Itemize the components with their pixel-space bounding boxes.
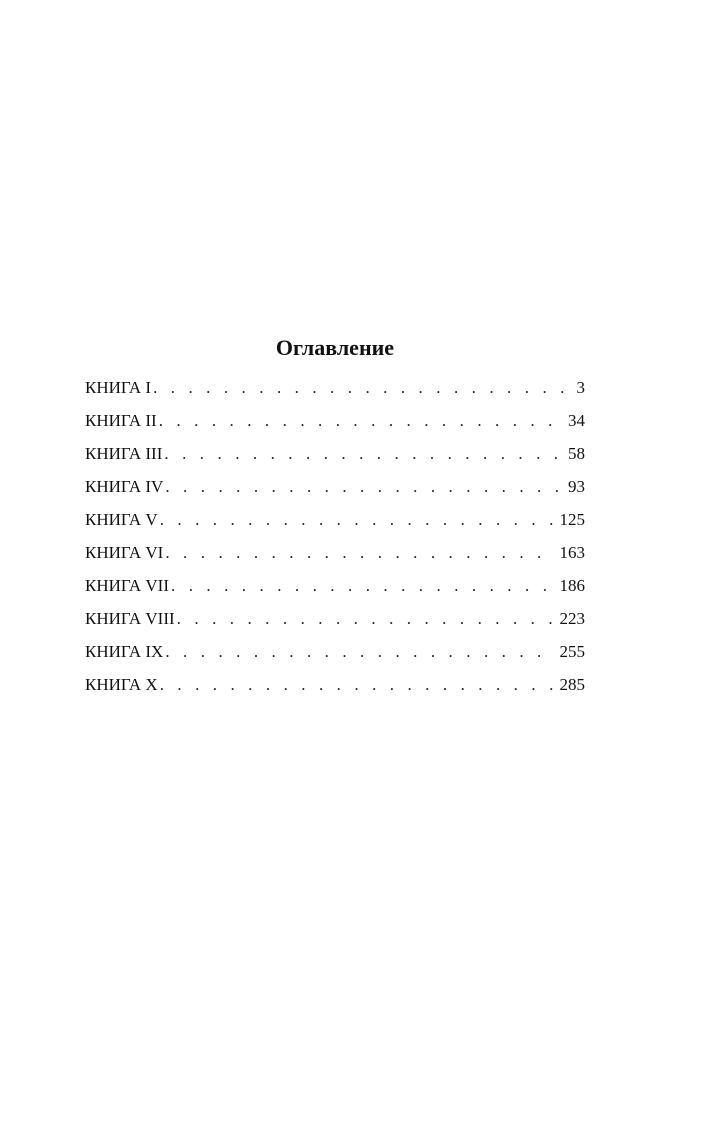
toc-entry[interactable] [85,410,585,443]
dot-leader [160,674,554,696]
dot-leader [177,608,554,630]
toc-entry-page: 163 [559,543,585,562]
toc-entry-page: 125 [559,510,585,529]
dot-leader [165,476,562,498]
dot-leader [160,509,554,531]
toc-entry-page: 58 [568,444,585,463]
dot-leader [165,641,553,663]
toc-entry-page: 34 [568,411,585,430]
toc-entry-page: 93 [568,477,585,496]
toc-entry-label: КНИГА X [85,675,158,694]
table-of-contents [85,333,585,707]
dot-leader [165,542,553,564]
dot-leader [164,443,562,465]
dot-leader [171,575,554,597]
toc-entry-label: КНИГА VII [85,576,169,595]
toc-entry-page: 285 [559,675,585,694]
toc-entry-label: КНИГА VI [85,543,164,562]
toc-entry[interactable] [85,509,585,542]
dot-leader [153,377,569,399]
toc-entry[interactable] [85,542,585,575]
toc-entry[interactable] [85,674,585,707]
toc-entry[interactable] [85,608,585,641]
toc-list [85,377,585,707]
toc-entry-label: КНИГА V [85,510,158,529]
toc-entry-label: КНИГА II [85,411,157,430]
toc-entry[interactable] [85,476,585,509]
toc-entry-page: 255 [559,642,585,661]
toc-entry[interactable] [85,641,585,674]
toc-entry-page: 186 [559,576,585,595]
toc-title: Оглавление [275,335,395,360]
toc-entry-page: 223 [559,609,585,628]
toc-entry-page: 3 [576,378,585,397]
toc-entry[interactable] [85,443,585,476]
toc-entry-label: КНИГА IX [85,642,164,661]
toc-entry[interactable] [85,575,585,608]
dot-leader [159,410,562,432]
toc-entry-label: КНИГА VIII [85,609,175,628]
toc-entry-label: КНИГА IV [85,477,164,496]
toc-entry-label: КНИГА III [85,444,163,463]
toc-entry-label: КНИГА I [85,378,152,397]
toc-entry[interactable] [85,377,585,410]
